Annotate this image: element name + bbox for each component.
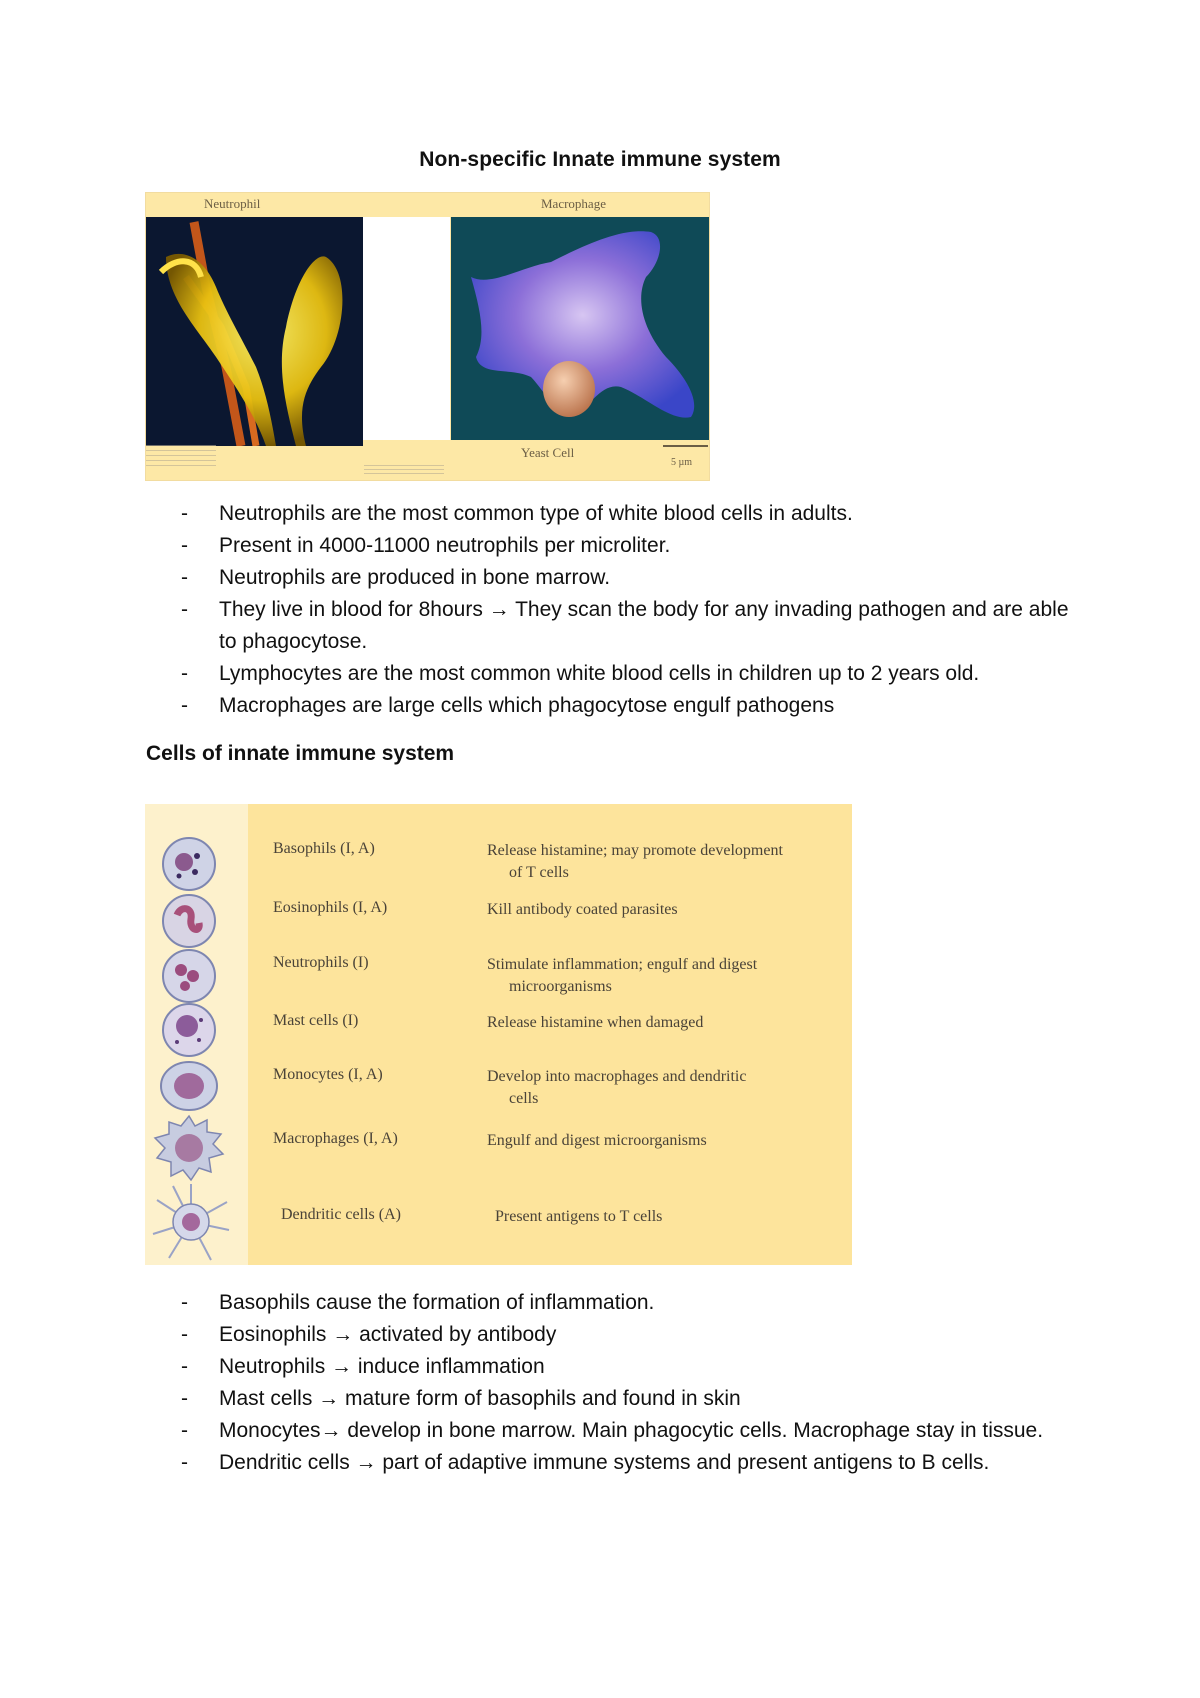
list-item: - Neutrophils are the most common type of white blood cells in adults. [181, 502, 853, 525]
monocyte-icon [159, 1056, 219, 1116]
cell-name: Neutrophils (I) [273, 954, 369, 971]
bullet-list-cells [181, 1287, 1081, 1479]
list-item: - Eosinophils → activated by antibody [181, 1323, 557, 1346]
macrophage-icon [153, 1112, 225, 1184]
list-item: - Neutrophils are produced in bone marrow. [181, 566, 611, 589]
list-item: - Neutrophils → induce inflammation [181, 1355, 545, 1378]
list-item: - Basophils cause the formation of inflammation. [181, 1291, 655, 1314]
cell-function: Kill antibody coated parasites [487, 901, 678, 918]
cell-name: Mast cells (I) [273, 1012, 359, 1029]
list-item: - Lymphocytes are the most common white blood cells in children up to 2 years old. [181, 662, 980, 685]
figure-fine-print [364, 465, 444, 475]
eosinophil-icon [159, 891, 219, 951]
list-item: - Monocytes→ develop in bone marrow. Main phagocytic cells. Macrophage stay in tissue. [181, 1419, 1044, 1442]
neutrophil-icon [159, 946, 219, 1006]
cell-name: Dendritic cells (A) [281, 1206, 401, 1223]
mast-cell-icon [159, 1000, 219, 1060]
cell-function: Develop into macrophages and dendritic cells [487, 1068, 747, 1107]
cell-name: Monocytes (I, A) [273, 1066, 383, 1083]
cell-function: Engulf and digest microorganisms [487, 1132, 707, 1149]
cell-function: Stimulate inflammation; engulf and digest microorganisms [487, 956, 758, 995]
macrophage-caption: Macrophage [541, 196, 606, 211]
neutrophil-caption: Neutrophil [204, 196, 261, 211]
cell-function: Release histamine; may promote development of T cells [487, 842, 783, 881]
cell-function: Present antigens to T cells [495, 1208, 663, 1225]
list-item: - Mast cells → mature form of basophils and found in skin [181, 1387, 741, 1410]
micrograph-figure [145, 192, 710, 481]
figure-fine-print [146, 445, 216, 469]
list-item: - Present in 4000-11000 neutrophils per microliter. [181, 534, 671, 557]
cell-function: Release histamine when damaged [487, 1014, 704, 1031]
dendritic-cell-icon [151, 1182, 231, 1262]
section-heading: Cells of innate immune system [146, 742, 455, 765]
neutrophil-micrograph [146, 217, 363, 446]
scale-bar [663, 445, 708, 447]
figure-spacer [363, 217, 450, 440]
list-item: - They live in blood for 8hours → They scan the body for any invading pathogen and are able to phagocytose. [181, 598, 1069, 653]
cell-name: Macrophages (I, A) [273, 1130, 398, 1147]
cell-name: Eosinophils (I, A) [273, 899, 388, 916]
bullet-list-neutrophils [181, 498, 1081, 722]
list-item: - Macrophages are large cells which phagocytose engulf pathogens [181, 694, 835, 717]
yeast-cell-label: Yeast Cell [521, 445, 575, 460]
page-title: Non-specific Innate immune system [419, 148, 781, 171]
scale-label: 5 µm [671, 457, 693, 468]
innate-cells-table [145, 804, 852, 1265]
basophil-icon [159, 834, 219, 894]
macrophage-micrograph [451, 217, 709, 440]
list-item: - Dendritic cells → part of adaptive immune systems and present antigens to B cells. [181, 1451, 990, 1474]
cell-name: Basophils (I, A) [273, 840, 375, 857]
